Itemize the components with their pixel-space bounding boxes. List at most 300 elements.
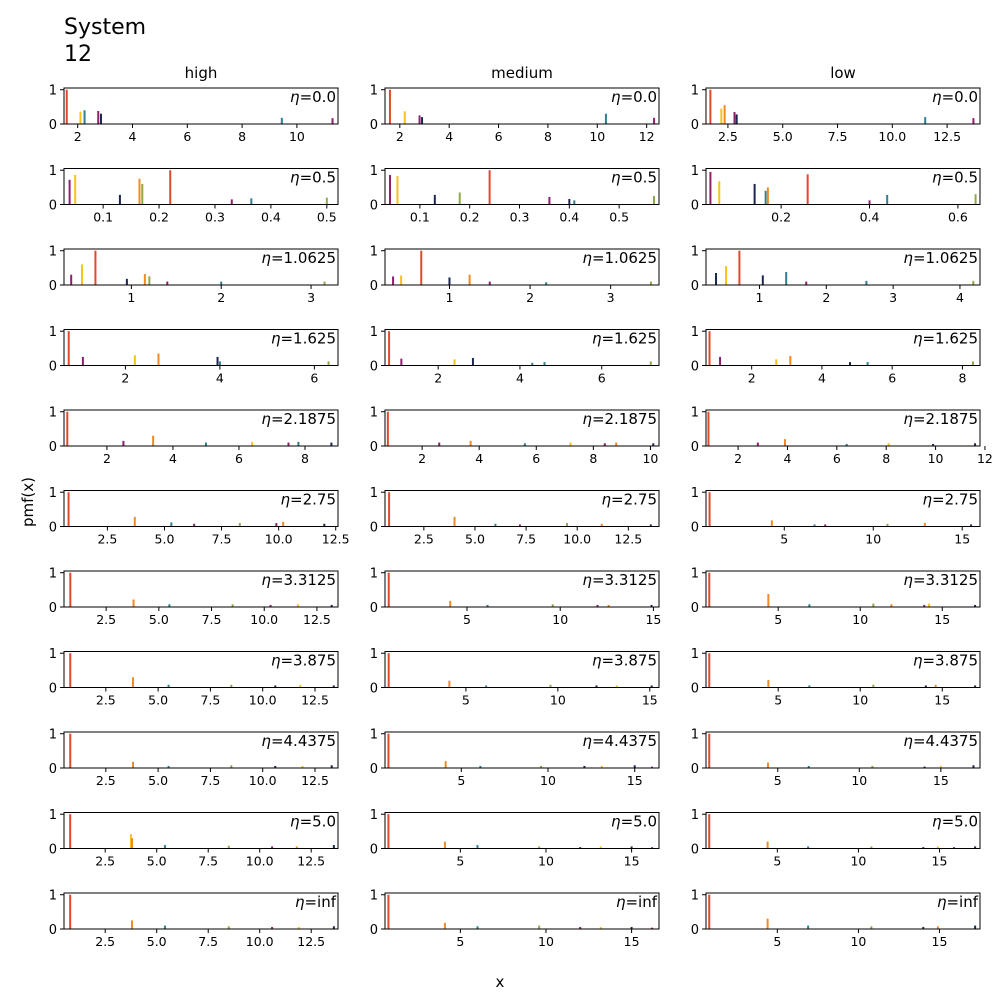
x-tick-label: 1: [127, 290, 136, 305]
bar-4: [138, 179, 140, 205]
bar-3: [94, 251, 96, 285]
bar-2: [131, 920, 133, 929]
bar-1: [707, 412, 709, 446]
y-tick-label: 0: [690, 279, 699, 294]
panel-high-eta-4.4375: [49, 728, 338, 788]
bar-7: [332, 118, 334, 124]
panel-low-eta-inf: [691, 889, 980, 949]
x-tick-label: 7.5: [201, 612, 222, 627]
panel-medium-eta-4.4375: [370, 728, 659, 788]
y-tick-label: 0: [369, 520, 378, 536]
bar-2: [454, 517, 456, 527]
x-tick-label: 0.5: [609, 209, 630, 225]
bar-2: [396, 176, 398, 204]
y-tick-label: 0: [690, 762, 699, 777]
x-tick-label: 15: [932, 773, 949, 788]
x-tick-label: 4: [445, 129, 454, 144]
y-tick-label: 1: [48, 647, 57, 663]
bar-3: [784, 439, 786, 446]
x-tick-label: 7.5: [200, 692, 221, 708]
bar-6: [287, 443, 289, 446]
bar-5: [239, 523, 241, 526]
bar-5: [767, 187, 769, 204]
x-tick-label: 5.0: [146, 853, 167, 869]
eta-annotation: η=4.4375: [582, 732, 657, 750]
bar-5: [785, 272, 787, 285]
eta-annotation: η=0.0: [932, 88, 978, 106]
bar-3: [134, 355, 136, 365]
y-tick-label: 0: [690, 118, 699, 133]
bar-1: [387, 814, 389, 848]
bar-4: [164, 845, 166, 848]
x-tick-label: 10.0: [248, 692, 277, 708]
x-tick-label: 0.5: [316, 209, 337, 225]
x-tick-label: 2.5: [95, 934, 116, 949]
panel-high-eta-1.0625: [49, 245, 338, 305]
bar-4: [126, 279, 128, 285]
bar-1: [387, 734, 389, 768]
eta-annotation: η=3.875: [270, 651, 336, 670]
y-tick-label: 1: [48, 405, 57, 421]
bar-1: [69, 180, 71, 205]
x-tick-label: 12.5: [321, 531, 350, 547]
eta-annotation: η=3.875: [912, 651, 978, 670]
x-tick-label: 5: [780, 531, 789, 547]
bar-1: [66, 90, 68, 124]
bar-2: [720, 109, 722, 124]
y-tick-label: 0: [369, 681, 378, 697]
y-tick-label: 0: [690, 842, 699, 858]
y-tick-label: 1: [48, 566, 57, 582]
bar-1: [708, 653, 710, 687]
panel-low-eta-0.5: [691, 164, 980, 224]
bar-1: [388, 331, 390, 365]
x-tick-label: 2: [121, 370, 130, 386]
bar-3: [119, 195, 121, 205]
panel-grid: [49, 84, 993, 949]
y-tick-label: 1: [369, 83, 378, 99]
column-title-high: high: [184, 64, 218, 82]
bar-1: [66, 412, 68, 446]
y-tick-label: 0: [48, 601, 57, 616]
x-tick-label: 2: [526, 290, 535, 305]
x-tick-label: 0.4: [559, 209, 580, 225]
bar-3: [724, 105, 726, 124]
bar-4: [459, 193, 461, 205]
x-tick-label: 6: [183, 129, 192, 144]
bar-1: [387, 412, 389, 446]
bar-2: [444, 923, 446, 929]
bar-8: [220, 282, 222, 285]
x-tick-label: 10.0: [250, 612, 279, 627]
panel-high-eta-inf: [49, 889, 338, 949]
y-tick-label: 0: [48, 923, 57, 938]
bar-7: [231, 199, 233, 204]
bar-5: [141, 184, 143, 205]
x-tick-label: 2: [434, 370, 443, 386]
eta-annotation: η=0.5: [290, 168, 336, 187]
bar-5: [489, 170, 491, 204]
x-tick-label: 10: [540, 773, 556, 788]
panel-low-eta-4.4375: [691, 728, 980, 788]
y-tick-label: 0: [48, 520, 57, 536]
x-tick-label: 10: [538, 853, 554, 869]
eta-annotation: η=3.3125: [582, 571, 657, 589]
eta-annotation: η=2.75: [280, 490, 336, 509]
x-tick-label: 15: [641, 692, 658, 708]
bar-2: [757, 443, 759, 446]
y-tick-label: 1: [369, 888, 378, 904]
bar-3: [470, 441, 472, 446]
bar-5: [469, 275, 471, 285]
bar-8: [250, 198, 252, 204]
y-tick-label: 0: [369, 440, 378, 455]
y-tick-label: 1: [48, 486, 57, 502]
x-tick-label: 5.0: [772, 129, 793, 144]
x-tick-label: 2: [395, 129, 404, 144]
panel-high-eta-2.75: [49, 486, 350, 546]
y-tick-label: 0: [48, 762, 57, 777]
bar-1: [389, 90, 391, 124]
x-tick-label: 4: [817, 370, 826, 386]
x-tick-label: 5: [461, 692, 470, 708]
bar-4: [734, 112, 736, 124]
bar-2: [718, 181, 720, 204]
x-tick-label: 6: [234, 451, 243, 466]
panel-high-eta-2.1875: [49, 406, 338, 466]
eta-annotation: η=0.0: [611, 88, 657, 106]
column-title-low: low: [830, 64, 856, 82]
bar-1: [392, 276, 394, 285]
x-tick-label: 8: [882, 451, 891, 466]
x-tick-label: 2: [73, 129, 82, 144]
bar-6: [867, 362, 869, 365]
y-tick-label: 1: [48, 888, 57, 904]
eta-annotation: η=3.875: [591, 651, 657, 670]
x-tick-label: 10.0: [878, 129, 907, 144]
bar-7: [869, 200, 871, 204]
x-tick-label: 5: [773, 773, 782, 788]
bar-1: [709, 331, 711, 365]
bar-6: [169, 170, 171, 204]
bar-1: [388, 492, 390, 526]
y-tick-label: 0: [48, 198, 57, 214]
y-tick-label: 1: [690, 83, 699, 99]
y-tick-label: 0: [48, 118, 57, 133]
x-tick-label: 10: [288, 129, 305, 144]
bar-6: [543, 362, 545, 365]
bar-1: [709, 172, 711, 205]
x-tick-label: 2.5: [97, 531, 118, 547]
y-tick-label: 0: [690, 440, 699, 455]
bar-4: [205, 443, 207, 446]
bar-8: [972, 281, 974, 285]
eta-annotation: η=4.4375: [903, 732, 978, 750]
bar-6: [148, 276, 150, 285]
bar-7: [865, 281, 867, 285]
bar-3: [420, 251, 422, 285]
x-tick-label: 15: [645, 612, 662, 627]
x-tick-label: 0.2: [771, 209, 792, 225]
bar-7: [928, 604, 930, 607]
bar-1: [388, 573, 390, 607]
bar-9: [975, 194, 977, 204]
bar-3: [131, 838, 133, 848]
y-tick-label: 1: [369, 405, 378, 421]
x-tick-label: 10.0: [245, 853, 274, 869]
bar-7: [972, 118, 974, 124]
bar-8: [330, 443, 332, 446]
bar-1: [388, 653, 390, 687]
y-tick-label: 1: [369, 244, 378, 260]
x-tick-label: 5.0: [465, 531, 485, 547]
bar-6: [924, 523, 926, 526]
bar-3: [152, 436, 154, 446]
eta-annotation: η=2.1875: [261, 410, 336, 428]
bar-3: [84, 110, 86, 124]
eta-annotation: η=0.5: [611, 168, 657, 187]
x-tick-label: 0.2: [459, 209, 480, 225]
bar-1: [68, 492, 70, 526]
x-tick-label: 5.0: [146, 934, 167, 949]
bar-5: [849, 362, 851, 365]
bar-4: [789, 356, 791, 366]
x-tick-label: 12.5: [614, 531, 643, 547]
x-tick-label: 5.0: [154, 531, 175, 547]
bar-7: [615, 443, 617, 446]
panel-medium-eta-2.75: [370, 486, 659, 546]
x-tick-label: 4: [475, 451, 484, 466]
x-tick-label: 12.5: [301, 773, 329, 788]
bar-2: [767, 680, 769, 688]
bar-3: [434, 195, 436, 205]
x-tick-label: 2: [418, 451, 427, 466]
eta-annotation: η=3.3125: [903, 571, 978, 589]
x-tick-label: 10: [549, 692, 566, 708]
x-tick-label: 3: [307, 290, 316, 305]
x-tick-label: 2: [747, 370, 756, 386]
y-tick-label: 1: [48, 808, 57, 824]
bar-4: [765, 191, 767, 205]
bar-1: [709, 90, 711, 124]
bar-5: [566, 523, 568, 526]
y-tick-label: 1: [48, 727, 57, 743]
x-tick-label: 5: [456, 934, 465, 949]
y-tick-label: 0: [48, 842, 57, 858]
eta-annotation: η=1.0625: [582, 249, 657, 267]
bar-3: [170, 522, 172, 526]
x-tick-label: 2.5: [96, 612, 117, 627]
bar-6: [275, 523, 277, 526]
bar-2: [725, 266, 727, 285]
eta-annotation: η=inf: [294, 893, 336, 911]
bar-5: [605, 114, 607, 124]
panel-high-eta-3.875: [49, 647, 338, 707]
x-tick-label: 0.4: [859, 209, 880, 225]
bar-5: [217, 357, 219, 366]
bar-1: [69, 653, 71, 687]
bar-2: [132, 762, 134, 768]
x-tick-label: 2.5: [95, 692, 116, 708]
y-tick-label: 0: [48, 440, 57, 455]
y-tick-label: 1: [369, 325, 378, 341]
y-tick-label: 1: [369, 566, 378, 582]
x-tick-label: 2: [217, 290, 226, 305]
eta-annotation: η=2.1875: [903, 410, 978, 428]
bar-1: [389, 175, 391, 204]
panel-high-eta-1.625: [49, 325, 338, 385]
x-tick-label: 12.5: [297, 934, 326, 949]
bar-2: [79, 112, 81, 124]
bar-7: [972, 361, 974, 365]
bar-3: [419, 115, 421, 124]
x-tick-label: 2: [734, 451, 743, 466]
x-tick-label: 3: [606, 290, 615, 305]
eta-annotation: η=5.0: [611, 812, 657, 831]
bar-2: [767, 919, 769, 929]
panel-medium-eta-0.0: [370, 84, 659, 144]
bar-9: [326, 198, 328, 205]
x-tick-label: 15: [954, 531, 971, 547]
bar-5: [100, 114, 102, 124]
bar-2: [719, 357, 721, 366]
y-tick-label: 1: [690, 244, 699, 260]
bar-3: [476, 845, 478, 848]
x-tick-label: 12.5: [301, 692, 329, 708]
bar-6: [548, 197, 550, 205]
bar-1: [708, 734, 710, 768]
figure-title-line-1: System: [64, 15, 147, 40]
bar-2: [771, 520, 773, 526]
x-tick-label: 6: [832, 451, 841, 466]
x-tick-label: 10: [552, 612, 569, 627]
x-tick-label: 12.5: [933, 129, 962, 144]
x-tick-label: 4: [515, 370, 524, 386]
x-tick-label: 10: [927, 451, 944, 466]
bar-3: [454, 359, 456, 365]
y-tick-label: 0: [690, 601, 699, 616]
panel-low-eta-2.75: [691, 486, 980, 546]
y-tick-label: 1: [369, 486, 378, 502]
bar-1: [70, 275, 72, 285]
panel-medium-eta-5.0: [370, 808, 659, 868]
bar-2: [133, 599, 135, 607]
bar-1: [387, 895, 389, 929]
x-tick-label: 15: [623, 853, 640, 869]
x-tick-label: 4: [783, 451, 792, 466]
bar-7: [974, 926, 976, 929]
eta-annotation: η=inf: [615, 893, 657, 911]
y-tick-label: 0: [369, 198, 378, 214]
x-tick-label: 5.0: [148, 773, 169, 788]
y-axis-label: pmf(x): [19, 477, 37, 527]
y-tick-label: 0: [369, 923, 378, 938]
x-tick-label: 6: [310, 370, 319, 386]
y-tick-label: 1: [369, 808, 378, 824]
bar-1: [69, 573, 71, 607]
panel-high-eta-0.5: [49, 164, 338, 224]
y-tick-label: 0: [48, 359, 57, 375]
y-tick-label: 0: [690, 923, 699, 938]
panel-low-eta-0.0: [691, 84, 980, 144]
bar-2: [767, 594, 769, 607]
bar-6: [219, 361, 221, 365]
x-tick-label: 5: [463, 612, 471, 627]
panel-medium-eta-3.3125: [370, 567, 662, 627]
y-tick-label: 0: [369, 279, 378, 294]
x-tick-label: 10: [538, 934, 554, 949]
bar-7: [650, 361, 652, 365]
x-tick-label: 8: [238, 129, 247, 144]
x-tick-label: 10.0: [248, 773, 277, 788]
bar-1: [715, 273, 717, 285]
y-tick-label: 1: [48, 244, 57, 260]
eta-annotation: η=0.5: [932, 168, 978, 187]
panel-medium-eta-3.875: [370, 647, 659, 707]
bar-1: [69, 734, 71, 768]
y-tick-label: 1: [690, 325, 699, 341]
x-tick-label: 0.1: [93, 209, 114, 225]
x-tick-label: 5: [773, 853, 782, 869]
bar-8: [650, 282, 652, 285]
x-tick-label: 2: [102, 451, 111, 466]
eta-annotation: η=1.0625: [261, 249, 336, 267]
x-tick-label: 6: [888, 370, 897, 386]
panel-medium-eta-1.625: [370, 325, 659, 385]
x-tick-label: 2.5: [95, 853, 116, 869]
bar-8: [886, 195, 888, 205]
x-tick-label: 12.5: [297, 853, 326, 869]
x-tick-label: 5: [774, 612, 783, 627]
panel-medium-eta-1.0625: [370, 245, 659, 305]
eta-annotation: η=5.0: [932, 812, 978, 831]
x-tick-label: 10: [865, 531, 882, 547]
bar-3: [164, 926, 166, 929]
bar-4: [472, 358, 474, 366]
bar-7: [166, 282, 168, 285]
x-tick-label: 4: [955, 290, 964, 305]
eta-annotation: η=2.75: [601, 490, 657, 509]
y-tick-label: 1: [48, 325, 57, 341]
bar-1: [69, 895, 71, 929]
x-tick-label: 7.5: [516, 531, 537, 547]
eta-annotation: η=2.1875: [582, 410, 657, 428]
y-tick-label: 1: [369, 164, 378, 180]
eta-annotation: η=3.3125: [261, 571, 336, 589]
bar-9: [324, 282, 326, 285]
bar-1: [708, 895, 710, 929]
bar-3: [775, 359, 777, 365]
x-tick-label: 12.5: [303, 612, 331, 627]
x-tick-label: 7.5: [827, 129, 848, 144]
bar-2: [438, 443, 440, 446]
y-tick-label: 0: [690, 681, 699, 697]
y-tick-label: 1: [369, 727, 378, 743]
y-tick-label: 0: [690, 198, 699, 214]
x-tick-label: 1: [755, 290, 764, 305]
x-tick-label: 7.5: [198, 934, 219, 949]
x-tick-label: 0.2: [149, 209, 170, 225]
x-tick-label: 5: [457, 773, 466, 788]
x-tick-label: 2.5: [95, 773, 116, 788]
x-tick-label: 5: [773, 934, 782, 949]
panel-medium-eta-2.1875: [370, 406, 659, 466]
x-tick-label: 2.5: [717, 129, 738, 144]
bar-7: [297, 442, 299, 446]
bar-2: [767, 842, 769, 849]
y-tick-label: 1: [690, 566, 699, 582]
x-tick-label: 10: [642, 451, 659, 466]
